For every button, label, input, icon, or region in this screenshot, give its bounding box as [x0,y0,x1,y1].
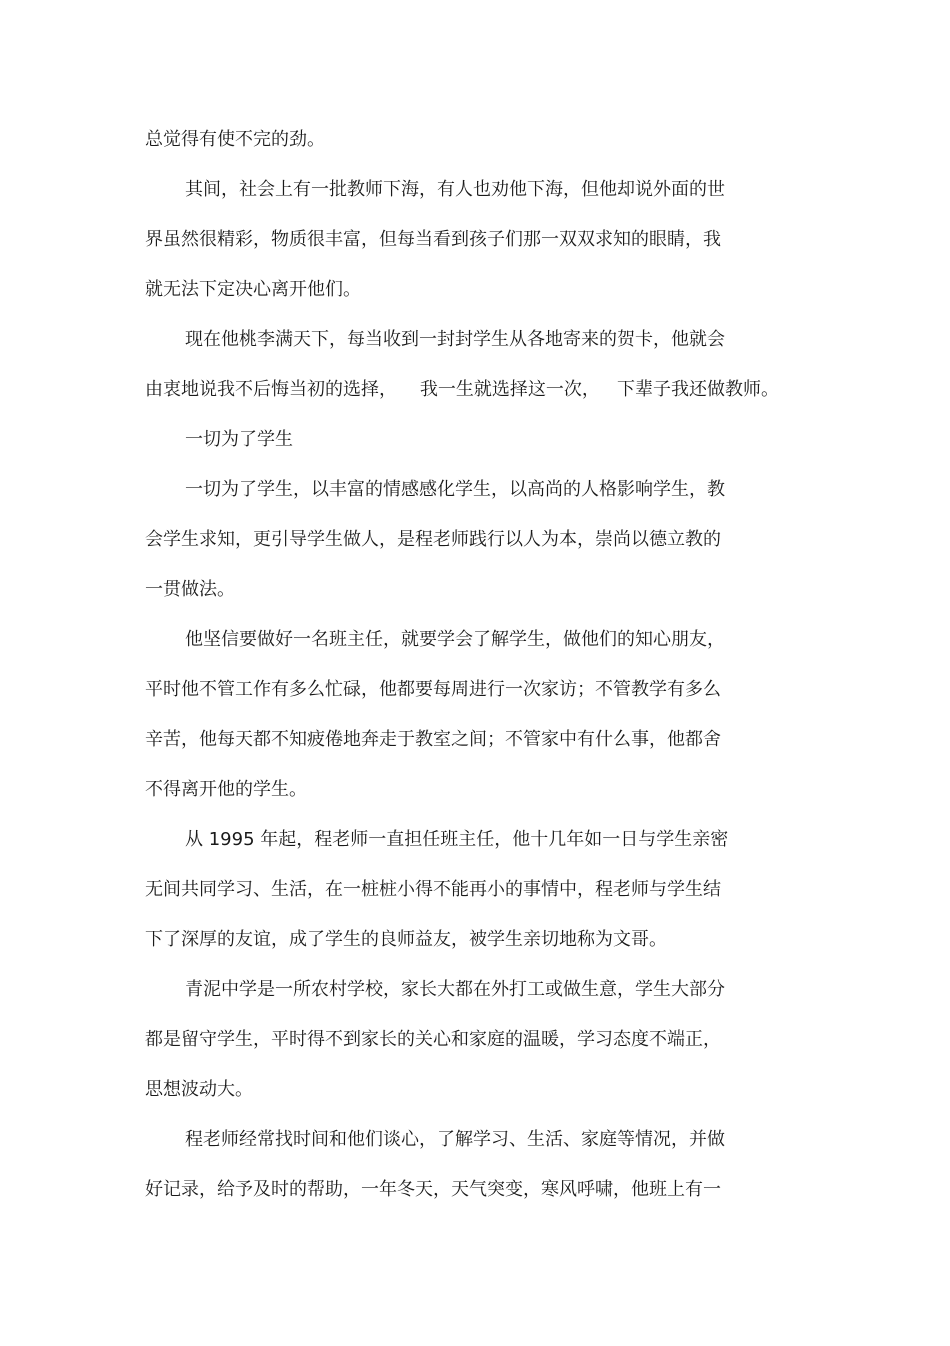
text-line: 总觉得有使不完的劲。 [145,129,325,150]
text-line: 不得离开他的学生。 [145,779,307,800]
text-line: 他坚信要做好一名班主任，就要学会了解学生，做他们的知心朋友， [185,629,725,650]
text-line: 思想波动大。 [145,1079,253,1100]
text-line: 一贯做法。 [145,579,235,600]
text-line: 无间共同学习、生活，在一桩桩小得不能再小的事情中，程老师与学生结 [145,879,721,900]
text-line: 界虽然很精彩，物质很丰富，但每当看到孩子们那一双双求知的眼睛，我 [145,229,721,250]
text-line: 其间，社会上有一批教师下海，有人也劝他下海，但他却说外面的世 [185,179,725,200]
text-line: 程老师经常找时间和他们谈心，了解学习、生活、家庭等情况，并做 [185,1129,725,1150]
text-line: 就无法下定决心离开他们。 [145,279,361,300]
text-line: 好记录，给予及时的帮助，一年冬天，天气突变，寒风呼啸，他班上有一 [145,1179,721,1200]
text-line: 下了深厚的友谊，成了学生的良师益友，被学生亲切地称为文哥。 [145,929,667,950]
section-heading: 一切为了学生 [185,429,293,450]
text-line: 由衷地说我不后悔当初的选择， 我一生就选择这一次， 下辈子我还做教师。 [145,379,780,400]
text-line: 会学生求知，更引导学生做人，是程老师践行以人为本，崇尚以德立教的 [145,529,721,550]
text-line: 青泥中学是一所农村学校，家长大都在外打工或做生意，学生大部分 [185,979,725,1000]
text-line: 辛苦，他每天都不知疲倦地奔走于教室之间；不管家中有什么事，他都舍 [145,729,721,750]
text-line: 从 1995 年起，程老师一直担任班主任，他十几年如一日与学生亲密 [185,829,729,850]
text-line: 都是留守学生，平时得不到家长的关心和家庭的温暖，学习态度不端正， [145,1029,721,1050]
text-line: 一切为了学生，以丰富的情感感化学生，以高尚的人格影响学生，教 [185,479,725,500]
text-line: 平时他不管工作有多么忙碌，他都要每周进行一次家访；不管教学有多么 [145,679,721,700]
text-line: 现在他桃李满天下，每当收到一封封学生从各地寄来的贺卡，他就会 [185,329,725,350]
